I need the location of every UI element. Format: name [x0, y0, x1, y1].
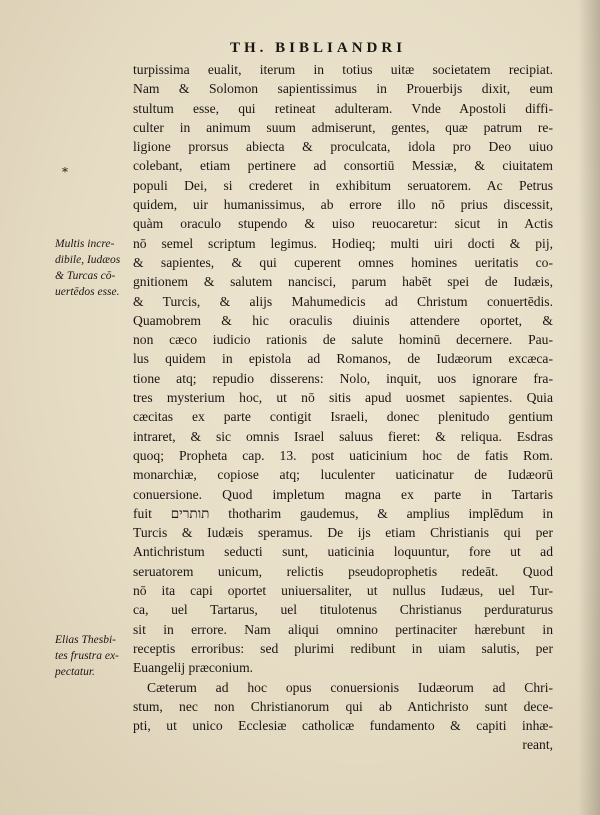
text-line: Euangelij præconium. [133, 660, 254, 676]
margin-note-line: dibile, Iudæos [55, 254, 121, 266]
text-line: Quamobrem & hic oraculis diuinis attendere oportet, & [133, 312, 553, 328]
margin-note-line: Multis incre- [55, 238, 115, 250]
text-line: Turcis & Iudæis speramus. De ijs etiam Christianis qui per [133, 525, 553, 541]
running-head: TH. BIBLIANDRI [230, 40, 407, 56]
text-line: gnitionem & salutem nancisci, parum habēt spei de Iudæis, [133, 274, 553, 290]
margin-note-line: Elias Thesbi- [55, 634, 117, 646]
text-line: ligione prorsus abiecta & proculcata, idola pro Deo uiuo [133, 139, 553, 155]
margin-note-elias [55, 632, 135, 680]
text-line: nō ita capi oportet uniuersaliter, ut nullus Iudæus, uel Tur- [133, 583, 553, 599]
text-line: lus quidem in epistola ad Romanos, de Iudæorum excæca- [133, 351, 553, 367]
text-line: quàm oraculo stupendo & uiso reuocaretur: sicut in Actis [133, 216, 553, 232]
text-line: fuit תותרים thotharim gaudemus, & amplius implēdum in [133, 505, 553, 521]
text-line: pti, ut unico Ecclesiæ catholicæ fundamento & capiti inhæ- [133, 718, 553, 734]
text-line: culter in animum suum admiserunt, gentes, quæ patrum re- [133, 119, 553, 135]
catchword: reant, [522, 737, 553, 753]
margin-note-line: & Turcas cō- [55, 270, 116, 282]
text-line: tres mysterium hoc, ut nō sitis apud uosmet sapientes. Quia [133, 390, 553, 406]
text-line: stultum esse, qui retineat adulteram. Vnde Apostoli diffi- [133, 100, 553, 116]
text-line: receptis erroribus: sed plurimi redibunt in uiam salutis, per [133, 640, 553, 656]
text-line: quoq; Propheta cap. 13. post uaticinium hoc de fatis Rom. [133, 447, 553, 463]
text-line: sit in errore. Nam aliqui omnino pertinaciter hærebunt in [133, 621, 553, 637]
text-line: monarchiæ, copiose atq; luculenter uaticinatur de Iudæorū [133, 467, 553, 483]
text-line: & Turcis, & alijs Mahumedicis ad Christum conuertēdis. [133, 293, 553, 309]
margin-note-line: uertēdos esse. [55, 286, 120, 298]
text-line: stum, nec non Christianorum qui ab Antichristo sunt dece- [133, 698, 553, 714]
text-line: conuersione. Quod impletum magna ex parte in Tartaris [133, 486, 553, 502]
text-line: & sapientes, & qui cuperent omnes homines ueritatis co- [133, 254, 553, 270]
text-line: Antichristum seducti sunt, uaticinia loquuntur, fore ut ad [133, 544, 553, 560]
text-line: Cæterum ad hoc opus conuersionis Iudæorum ad Chri- [147, 679, 553, 695]
text-line: Nam & Solomon sapientissimus in Prouerbijs dixit, eum [133, 81, 553, 97]
text-line: non cæco iudicio rationis de salute hominū decernere. Pau- [133, 332, 553, 348]
text-line: tione atq; repudio disserens: Nolo, inquit, uos ignorare fra- [133, 370, 553, 386]
margin-note-line: tes frustra ex- [55, 650, 119, 662]
text-line: nō semel scriptum legimus. Hodieq; multi uiri docti & pij, [133, 235, 553, 251]
body-text [133, 60, 553, 755]
text-line: intraret, & sic omnis Israel saluus fieret: & reliqua. Esdras [133, 428, 553, 444]
text-line: colebant, etiam pertinere ad consortiū Messiæ, & ciuitatem [133, 158, 553, 174]
text-line: populi Dei, si crederet in exhibitum seruatorem. Ac Petrus [133, 177, 553, 193]
text-line: quidem, uir humanissimus, ab errore illo nō prius discessit, [133, 197, 553, 213]
text-line: turpissima eualit, iterum in totius uitæ societatem recipiat. [133, 62, 553, 77]
margin-asterisk: * [62, 165, 68, 179]
text-line: seruatorem unicum, relictis pseudoprophetis redeāt. Quod [133, 563, 553, 579]
margin-note-conversion [55, 236, 135, 300]
margin-note-line: pectatur. [55, 666, 95, 678]
text-line: cæcitas ex parte contigit Israeli, donec plenitudo gentium [133, 409, 553, 425]
page-edge-shadow [578, 0, 600, 815]
text-line: ca, uel Tartarus, uel titulotenus Christianus perduraturus [133, 602, 553, 618]
